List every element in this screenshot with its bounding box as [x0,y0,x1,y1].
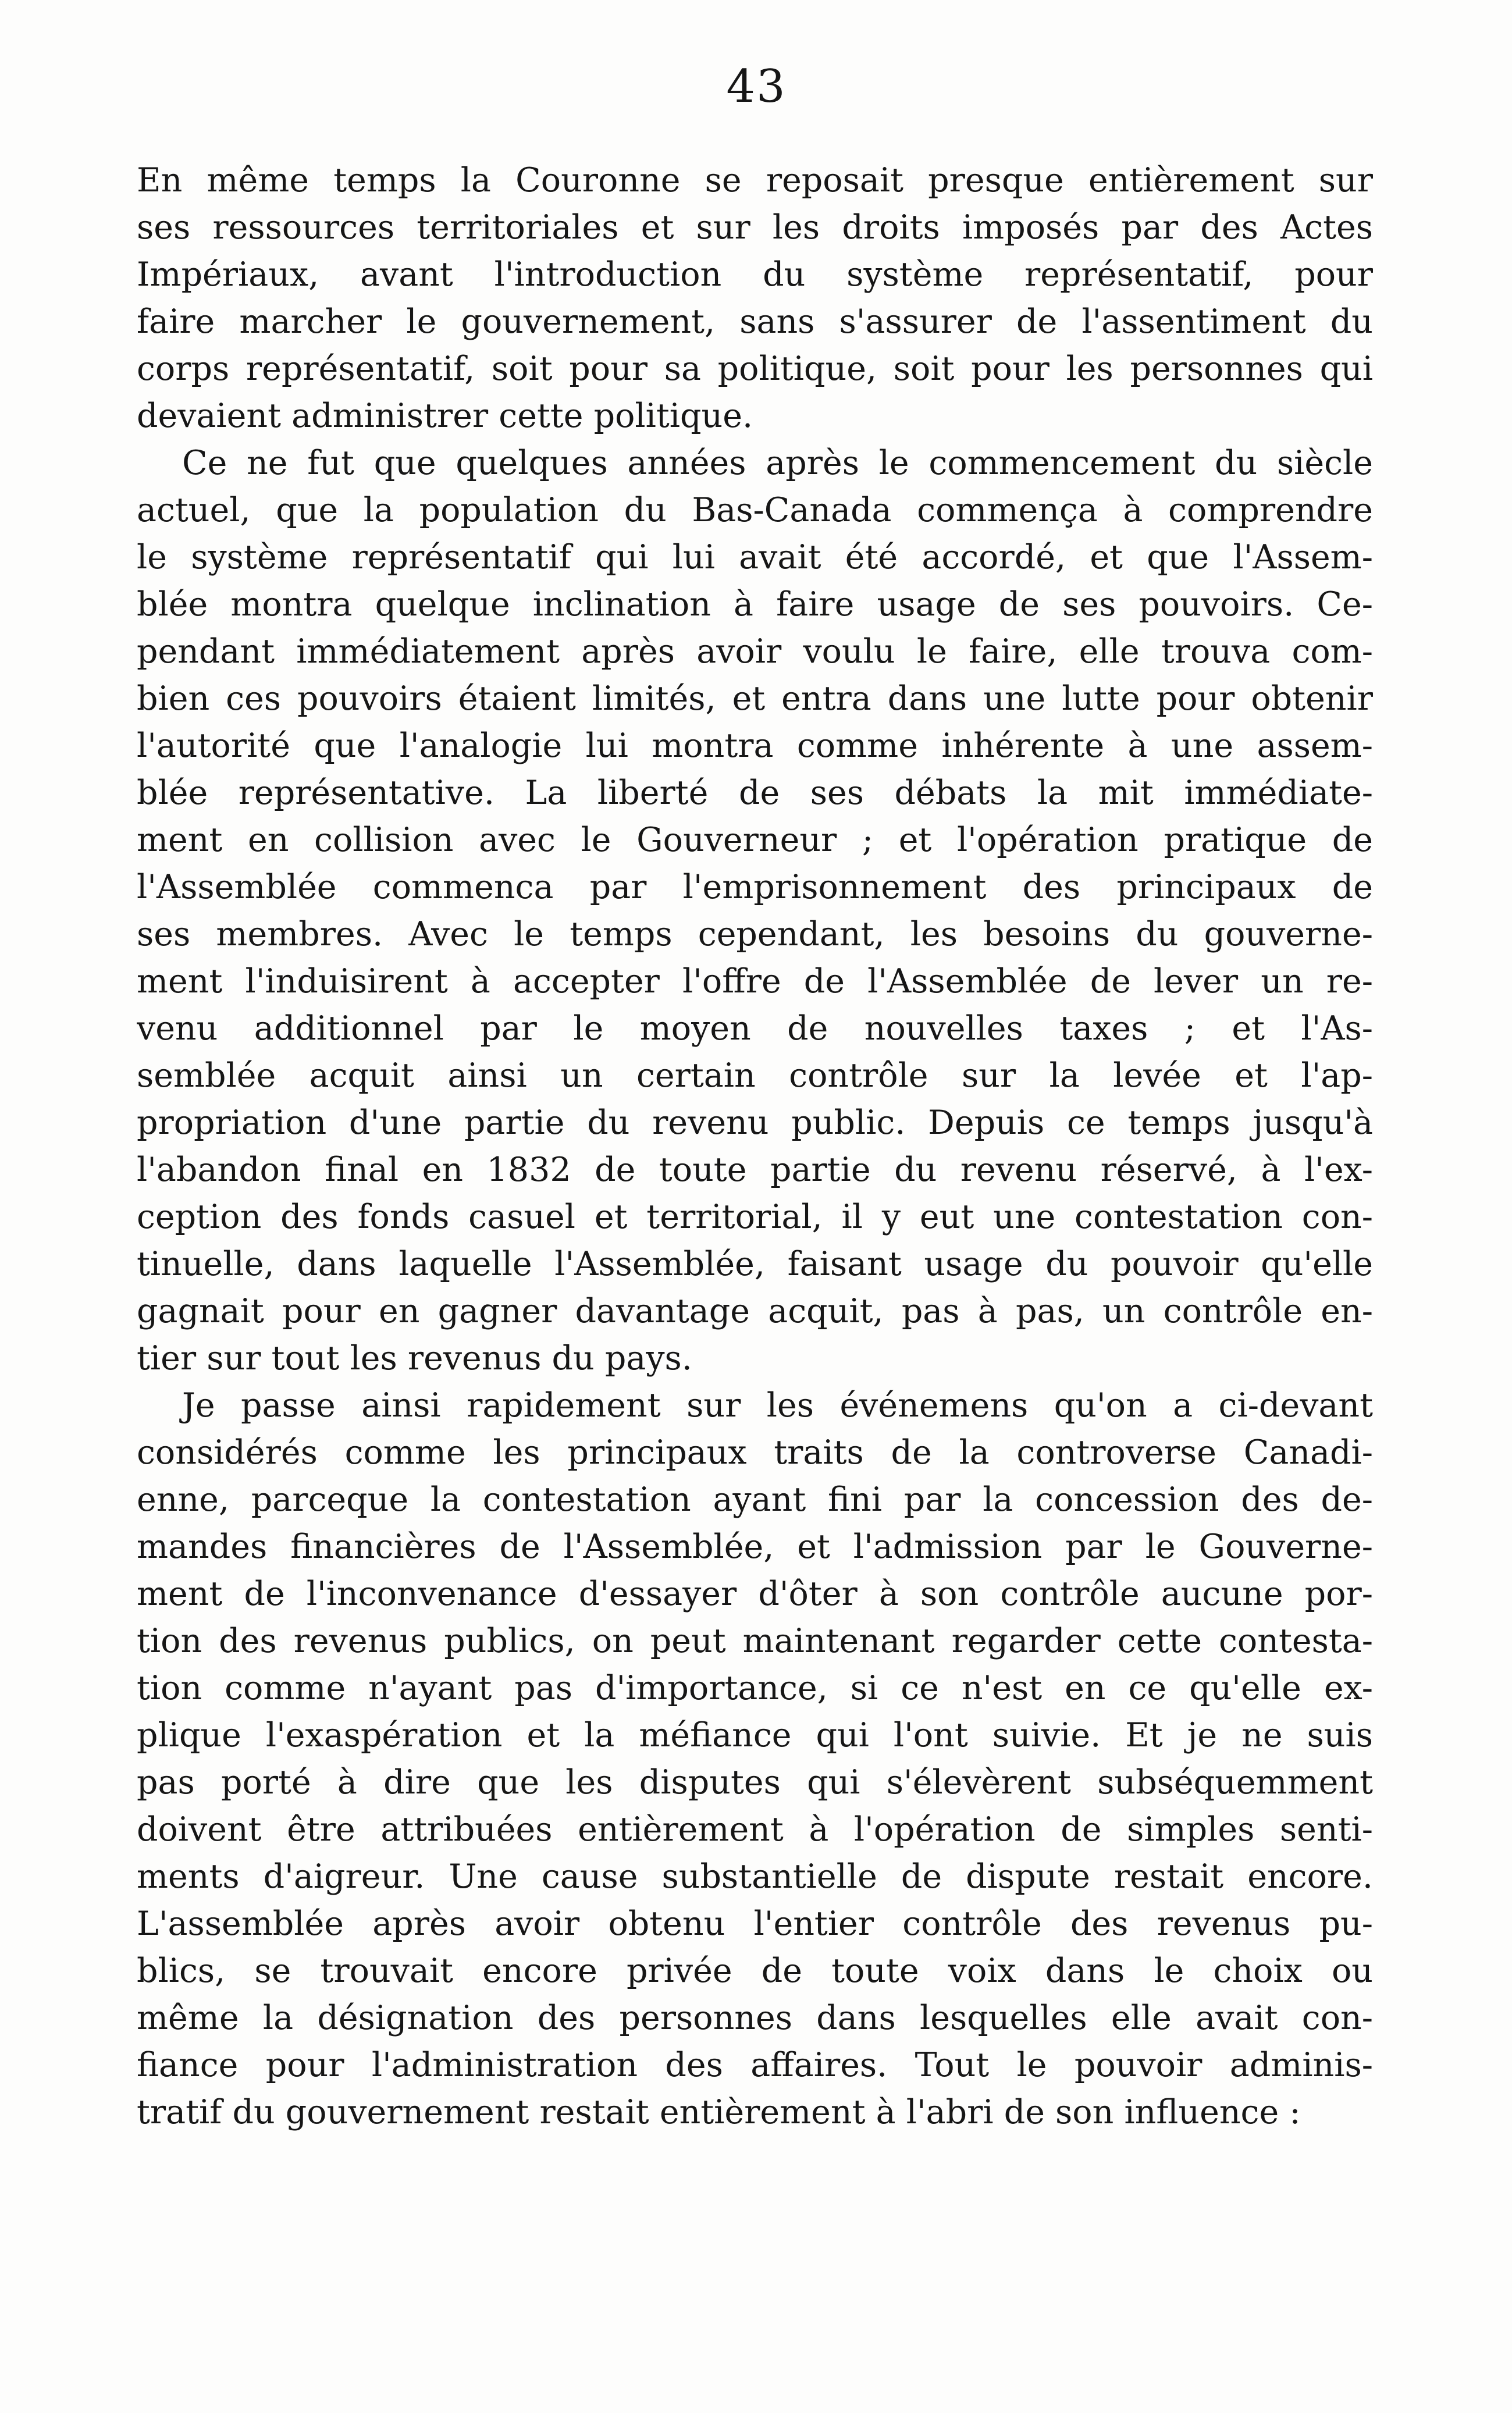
text-line: venu additionnel par le moyen de nouvelles taxes ; et l'As- [137,1009,1373,1048]
text-line: corps représentatif, soit pour sa politique, soit pour les personnes qui [137,350,1373,388]
text-line: blée montra quelque inclination à faire usage de ses pouvoirs. Ce- [137,585,1373,624]
text-line: l'Assemblée commenca par l'emprisonnement des principaux de [137,868,1373,906]
text-line: propriation d'une partie du revenu public. Depuis ce temps jusqu'à [137,1104,1373,1142]
text-line: L'assemblée après avoir obtenu l'entier contrôle des revenus pu- [137,1905,1373,1943]
text-line: Je passe ainsi rapidement sur les événemens qu'on a ci-devant [182,1386,1373,1425]
text-line: Impériaux, avant l'introduction du système représentatif, pour [137,255,1373,294]
text-line: doivent être attribuées entièrement à l'opération de simples senti- [137,1810,1373,1849]
text-line: devaient administrer cette politique. [137,397,753,435]
text-line: enne, parceque la contestation ayant fini par la concession des de- [137,1480,1373,1519]
text-line: fiance pour l'administration des affaires. Tout le pouvoir adminis- [137,2046,1373,2084]
text-line: ses ressources territoriales et sur les droits imposés par des Actes [137,208,1373,247]
text-line: tinuelle, dans laquelle l'Assemblée, faisant usage du pouvoir qu'elle [137,1245,1373,1283]
text-line: mandes financières de l'Assemblée, et l'admission par le Gouverne- [137,1528,1373,1566]
text-line: ment l'induisirent à accepter l'offre de l'Assemblée de lever un re- [137,962,1373,1001]
text-line: blics, se trouvait encore privée de toute voix dans le choix ou [137,1952,1373,1990]
text-line: le système représentatif qui lui avait été accordé, et que l'Assem- [137,538,1373,576]
text-line: blée représentative. La liberté de ses débats la mit immédiate- [137,774,1373,812]
text-line: actuel, que la population du Bas-Canada commença à comprendre [137,491,1373,529]
text-line: ception des fonds casuel et territorial, il y eut une contestation con- [137,1198,1373,1236]
text-line: tratif du gouvernement restait entièrement à l'abri de son influence : [137,2093,1301,2131]
text-line: ses membres. Avec le temps cependant, les besoins du gouverne- [137,915,1373,953]
paragraph [137,440,1373,1382]
text-line: ments d'aigreur. Une cause substantielle de dispute restait encore. [137,1857,1373,1896]
text-line: gagnait pour en gagner davantage acquit, pas à pas, un contrôle en- [137,1292,1373,1330]
text-line: plique l'exaspération et la méfiance qui l'ont suivie. Et je ne suis [137,1716,1373,1754]
page-number: 43 [726,60,787,113]
paragraph [137,1382,1373,2136]
text-line: En même temps la Couronne se reposait presque entièrement sur [137,161,1373,200]
text-line: même la désignation des personnes dans lesquelles elle avait con- [137,1999,1373,2037]
text-line: faire marcher le gouvernement, sans s'assurer de l'assentiment du [137,302,1373,341]
text-line: bien ces pouvoirs étaient limités, et entra dans une lutte pour obtenir [137,679,1373,718]
text-line: tion comme n'ayant pas d'importance, si ce n'est en ce qu'elle ex- [137,1669,1373,1707]
text-line: ment en collision avec le Gouverneur ; et l'opération pratique de [137,821,1373,859]
text-line: tier sur tout les revenus du pays. [137,1339,692,1378]
text-line: semblée acquit ainsi un certain contrôle sur la levée et l'ap- [137,1056,1373,1095]
text-line: tion des revenus publics, on peut maintenant regarder cette contesta- [137,1622,1373,1660]
text-line: l'abandon final en 1832 de toute partie du revenu réservé, à l'ex- [137,1151,1373,1189]
text-line: Ce ne fut que quelques années après le commencement du siècle [182,444,1373,482]
text-line: ment de l'inconvenance d'essayer d'ôter à son contrôle aucune por- [137,1575,1373,1613]
text-line: considérés comme les principaux traits de la controverse Canadi- [137,1433,1373,1472]
text-line: pas porté à dire que les disputes qui s'élevèrent subséquemment [137,1763,1373,1802]
body-text [137,157,1373,2136]
text-line: l'autorité que l'analogie lui montra comme inhérente à une assem- [137,727,1373,765]
text-line: pendant immédiatement après avoir voulu le faire, elle trouva com- [137,632,1373,671]
paragraph [137,157,1373,440]
